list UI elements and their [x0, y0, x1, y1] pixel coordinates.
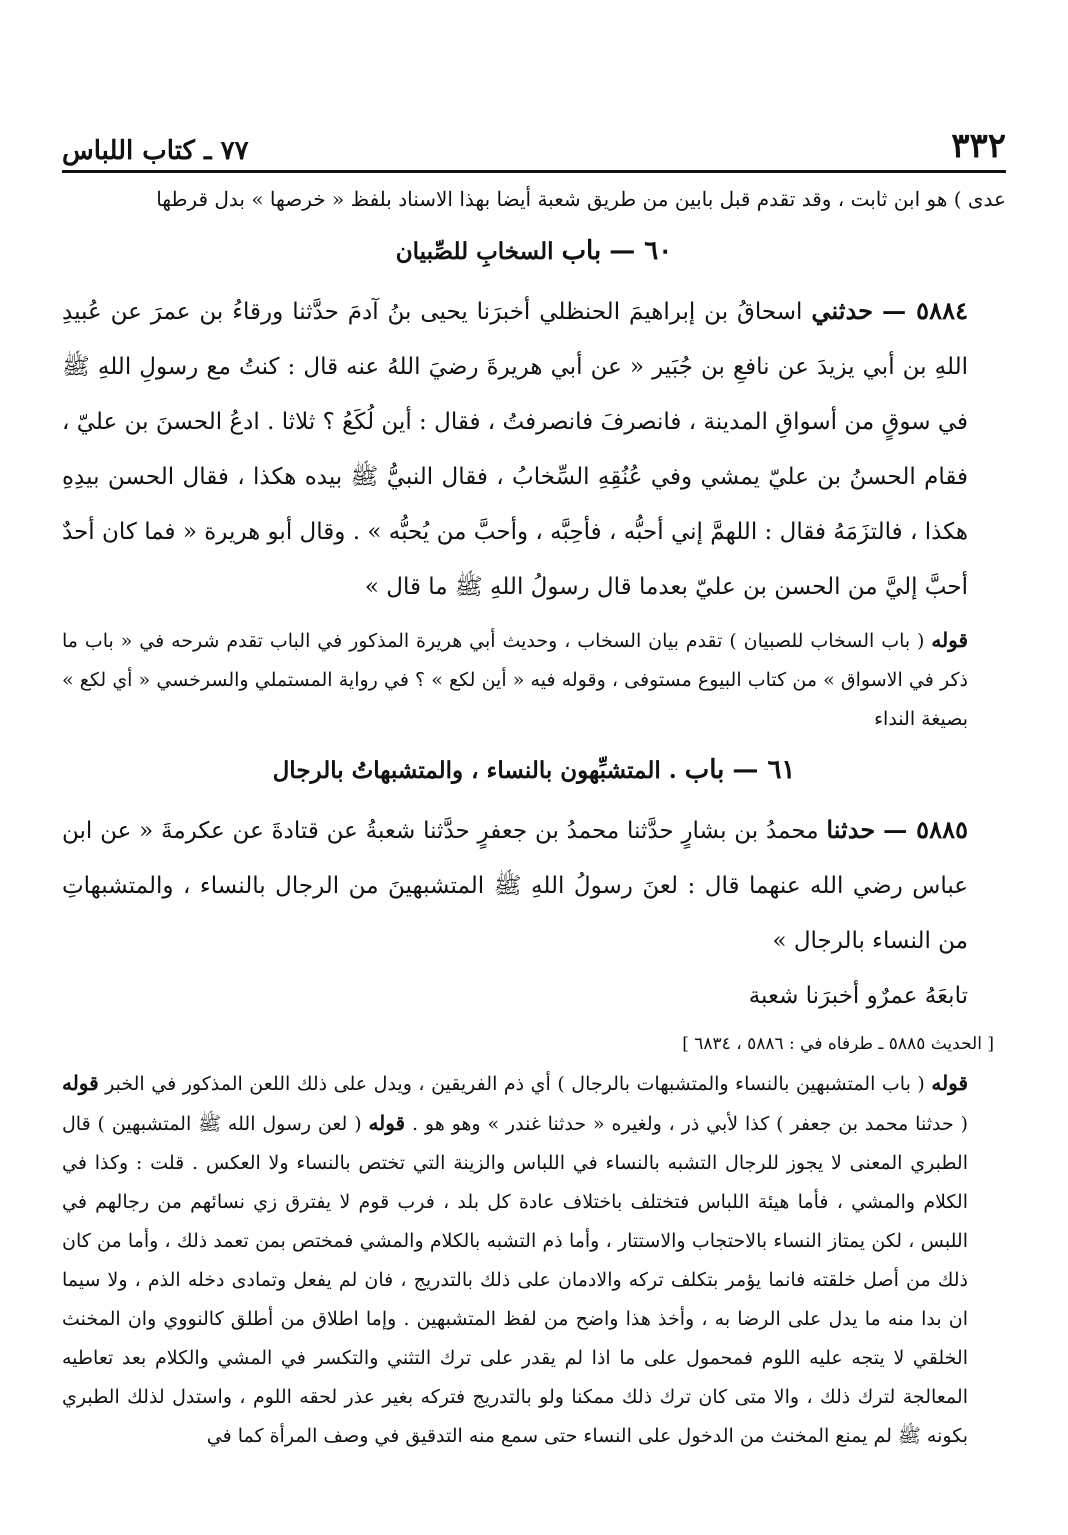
commentary-61-text-1: ( باب المتشبهين بالنساء والمتشبهات بالرجال ) أي ذم الفريقين ، ويدل على ذلك اللعن المذكور في الخبر: [105, 1073, 925, 1095]
page-number: ٣٣٢: [951, 126, 1006, 166]
commentary-61: [62, 1064, 1006, 1456]
bab-60-title: السخابِ للصِّبيان: [395, 238, 554, 265]
page-body: [62, 178, 1006, 1515]
hadith-5884-text: اسحاقُ بن إبراهيمَ الحنظلي أخبرَنا يحيى بنُ آدمَ حدَّثنا ورقاءُ بن عمرَ عن عُبيدِ اللهِ بن أبي يزيدَ عن نافعِ بن جُبَير « عن أبي هريرةَ رضيَ اللهُ عنه قال : كنتُ مع رسولِ اللهِ ﷺ في سوقٍ من أسواقِ المدينة ، فانصرفَ فانصرفتُ ، فقال : أين لُكَعُ ؟ ثلاثا . ادعُ الحسنَ بن عليّ ، فقام الحسنُ بن عليّ يمشي وفي عُنُقِهِ السِّخابُ ، فقال النبيُّ ﷺ بيده هكذا ، فقال الحسن بيدِهِ هكذا ، فالتزَمَهُ فقال : اللهمَّ إني أحبُّه ، فأحِبَّه ، وأحبَّ من يُحبُّه » . وقال أبو هريرة « فما كان أحدٌ أحبَّ إليَّ من الحسن بن عليّ بعدما قال رسولُ اللهِ ﷺ ما قال »: [62, 299, 968, 600]
hadith-5884-lead: حدثني: [811, 296, 874, 325]
hadith-5885-lead: حدثنا: [826, 815, 876, 844]
bab-60-label: باب: [561, 236, 602, 266]
bab-61-heading: [62, 741, 1006, 800]
page-header: [62, 118, 1006, 166]
bab-60-heading: [62, 222, 1006, 281]
commentary-60: [62, 621, 1006, 739]
footnote-hadith-ref: [ الحديث ٥٨٨٥ ـ طرفاه في : ٥٨٨٦ ، ٦٨٣٤ ]: [682, 1034, 994, 1054]
commentary-61-text-3: ( لعن رسول الله ﷺ المتشبهين ) قال الطبري المعنى لا يجوز للرجال التشبه بالنساء في اللباس والزينة التي تختص بالنساء ولا العكس . قلت : وكذا في الكلام والمشي ، فأما هيئة اللباس فتختلف باختلاف عادة كل بلد ، فرب قوم لا يفترق زي نسائهم من رجالهم في اللبس ، لكن يمتاز النساء بالاحتجاب والاستتار ، وأما ذم التشبه بالكلام والمشي فمختص بمن تعمد ذلك ، وأما من كان ذلك من أصل خلقته فانما يؤمر بتكلف تركه والادمان على ذلك بالتدريج ، فان لم يفعل وتمادى دخله الذم ، ولا سيما ان بدا منه ما يدل على الرضا به ، وأخذ هذا واضح من لفظ المتشبهين . وإما اطلاق من أطلق كالنووي وان المخنث الخلقي لا يتجه عليه اللوم فمحمول على ما اذا لم يقدر على ترك التثني والتكسر في المشي والكلام بعد تعاطيه المعالجة لترك ذلك ، والا متى كان ترك ذلك ممكنا ولو بالتدريج فتركه بغير عذر لحقه اللوم ، واستدل لذلك الطبري بكونه ﷺ لم يمنع المخنث من الدخول على النساء حتى سمع منه التدقيق في وصف المرأة كما في: [62, 1113, 968, 1447]
hadith-5884: [62, 283, 1006, 615]
commentary-61-lead-3: قوله: [368, 1111, 406, 1135]
bab-60-number: ٦٠ —: [609, 236, 673, 266]
hadith-5885-text: محمدُ بن بشارٍ حدَّثنا محمدُ بن جعفرٍ حدَّثنا شعبةُ عن قتادةَ عن عكرمةَ « عن ابن عباس رضي الله عنهما قال : لعنَ رسولُ اللهِ ﷺ المتشبهينَ من الرجال بالنساء ، والمتشبهاتِ من النساء بالرجال »: [62, 818, 968, 954]
commentary-60-lead: قوله: [931, 628, 968, 652]
hadith-5885-follow: تابعَهُ عمرٌو أخبرَنا شعبة: [748, 983, 968, 1009]
hadith-5885-number: ٥٨٨٥ —: [883, 815, 969, 844]
commentary-61-text-2: ( حدثنا محمد بن جعفر ) كذا لأبي ذر ، ولغيره « حدثنا غندر » وهو هو .: [411, 1113, 968, 1135]
intro-line: عدى ) هو ابن ثابت ، وقد تقدم قبل بابين من طريق شعبة أيضا بهذا الاسناد بلفظ « خرصها » بدل قرطها: [156, 187, 1006, 211]
bab-61-number: ٦١ —: [732, 755, 796, 785]
bab-61-label: باب: [684, 755, 725, 785]
commentary-60-text: ( باب السخاب للصبيان ) تقدم بيان السخاب ، وحديث أبي هريرة المذكور في الباب تقدم شرحه في « باب ما ذكر في الاسواق » من كتاب البيوع مستوفى ، وقوله فيه « أين لكع » ؟ في رواية المستملي والسرخسي « أي لكع » بصيغة النداء: [62, 630, 968, 730]
hadith-5884-number: ٥٨٨٤ —: [882, 296, 969, 325]
bab-61-title: . المتشبِّهون بالنساء ، والمتشبهاتُ بالرجال: [272, 757, 677, 784]
hadith-5885: [62, 802, 1006, 969]
chapter-title: ٧٧ ـ كتاب اللباس: [62, 136, 249, 166]
commentary-61-lead-1: قوله: [931, 1071, 968, 1095]
header-rule: [62, 170, 1006, 173]
commentary-61-lead-2: قوله: [62, 1071, 99, 1095]
